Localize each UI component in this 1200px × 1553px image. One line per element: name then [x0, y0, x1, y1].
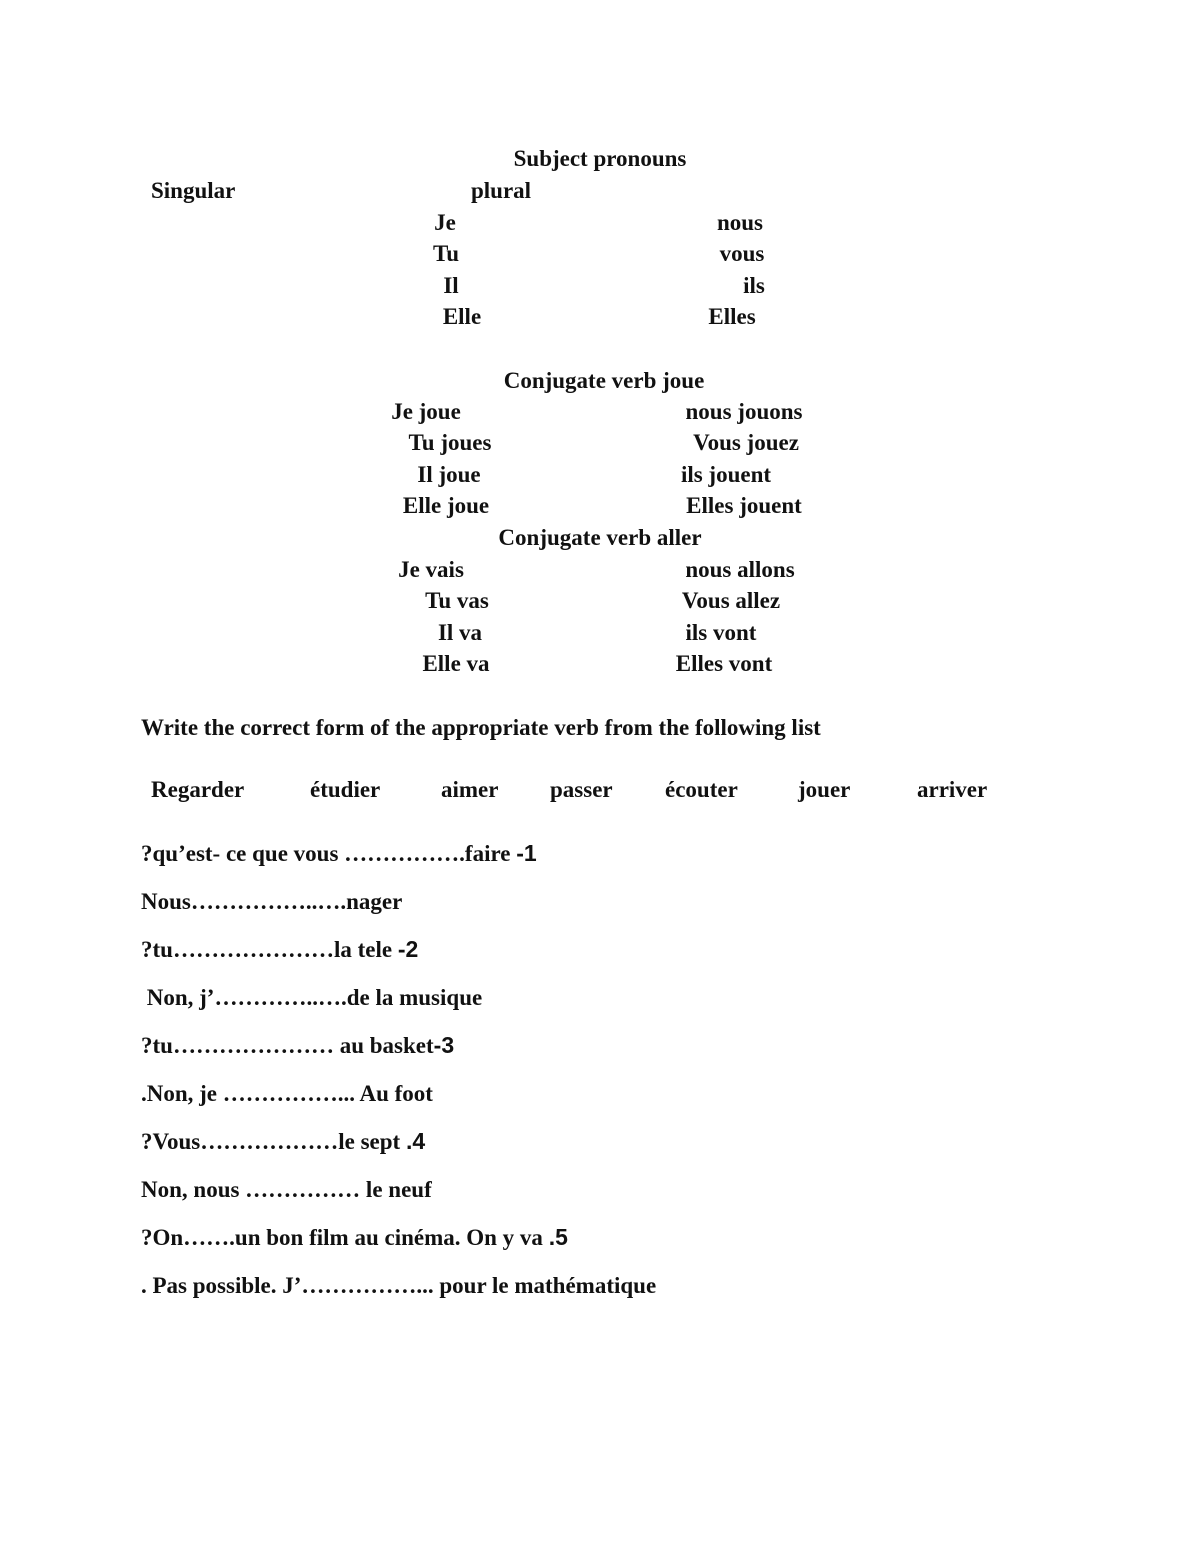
verb-option: passer: [550, 777, 613, 802]
plural-header: plural: [471, 178, 532, 203]
exercise-item-number: -3: [433, 1032, 455, 1058]
aller-singular-elle: Elle va: [422, 651, 490, 676]
verb-option: jouer: [798, 777, 851, 802]
verb-option: écouter: [665, 777, 738, 802]
aller-plural-elles: Elles vont: [675, 651, 773, 676]
jouer-plural-elles: Elles jouent: [686, 493, 802, 518]
aller-singular-tu: Tu vas: [425, 588, 489, 613]
exercise-item-text: .Non, je ……………... Au foot: [141, 1081, 433, 1106]
exercise-item-text: ?tu………………… au basket: [141, 1033, 434, 1058]
verb-option: aimer: [441, 777, 499, 802]
exercise-item: [141, 938, 418, 961]
exercise-item: [141, 1226, 568, 1249]
exercise-item-text: Non, j’…………..….de la musique: [141, 985, 483, 1010]
exercise-item-text: ?tu…………………la tele: [141, 937, 393, 962]
verb-option: étudier: [310, 777, 381, 802]
pronoun-singular-il: Il: [443, 273, 459, 298]
exercise-item: [141, 1130, 425, 1153]
aller-title: Conjugate verb aller: [498, 525, 702, 550]
jouer-title: Conjugate verb joue: [503, 368, 705, 393]
exercise-item-text: ?qu’est- ce que vous …………….faire: [141, 841, 511, 866]
pronoun-plural-nous: nous: [716, 210, 764, 235]
aller-singular-je: Je vais: [398, 557, 464, 582]
exercise-instruction: Write the correct form of the appropriate verb from the following list: [141, 715, 821, 740]
aller-singular-il: Il va: [437, 620, 483, 645]
exercise-item: [141, 1178, 432, 1201]
jouer-singular-je: Je joue: [391, 399, 461, 424]
exercise-item-number: -2: [397, 936, 419, 962]
verb-option: Regarder: [151, 777, 245, 802]
pronoun-singular-tu: Tu: [432, 241, 460, 266]
pronoun-singular-je: Je: [434, 210, 456, 235]
pronoun-singular-elle: Elle: [442, 304, 482, 329]
exercise-item-number: .4: [405, 1128, 426, 1154]
aller-plural-vous: Vous allez: [681, 588, 781, 613]
exercise-item: [141, 1082, 433, 1105]
exercise-item-text: Non, nous …………… le neuf: [141, 1177, 432, 1202]
exercise-item: [141, 842, 537, 865]
exercise-item-number: .5: [548, 1224, 568, 1250]
jouer-singular-il: Il joue: [417, 462, 481, 487]
aller-plural-ils: ils vont: [685, 620, 757, 645]
verb-option: arriver: [917, 777, 988, 802]
exercise-item-text: ?On…….un bon film au cinéma. On y va: [141, 1225, 543, 1250]
aller-plural-nous: nous allons: [685, 557, 795, 582]
jouer-plural-nous: nous jouons: [685, 399, 803, 424]
jouer-plural-ils: ils jouent: [680, 462, 772, 487]
exercise-item-text: ?Vous………………le sept: [141, 1129, 401, 1154]
exercise-item-number: -1: [516, 840, 537, 866]
pronoun-plural-vous: vous: [719, 241, 765, 266]
exercise-item: [141, 1034, 454, 1057]
jouer-singular-elle: Elle joue: [402, 493, 490, 518]
pronouns-title: Subject pronouns: [513, 146, 687, 171]
exercise-item: [141, 890, 402, 913]
exercise-item: [141, 986, 482, 1009]
pronoun-plural-ils: ils: [743, 273, 765, 298]
pronoun-plural-elles: Elles: [708, 304, 756, 329]
exercise-item: [141, 1274, 656, 1297]
jouer-singular-tu: Tu joues: [408, 430, 492, 455]
jouer-plural-vous: Vous jouez: [693, 430, 799, 455]
exercise-item-text: . Pas possible. J’……………... pour le mathématique: [141, 1273, 657, 1298]
exercise-item-text: Nous……………..….nager: [141, 889, 403, 914]
singular-header: Singular: [151, 178, 236, 203]
